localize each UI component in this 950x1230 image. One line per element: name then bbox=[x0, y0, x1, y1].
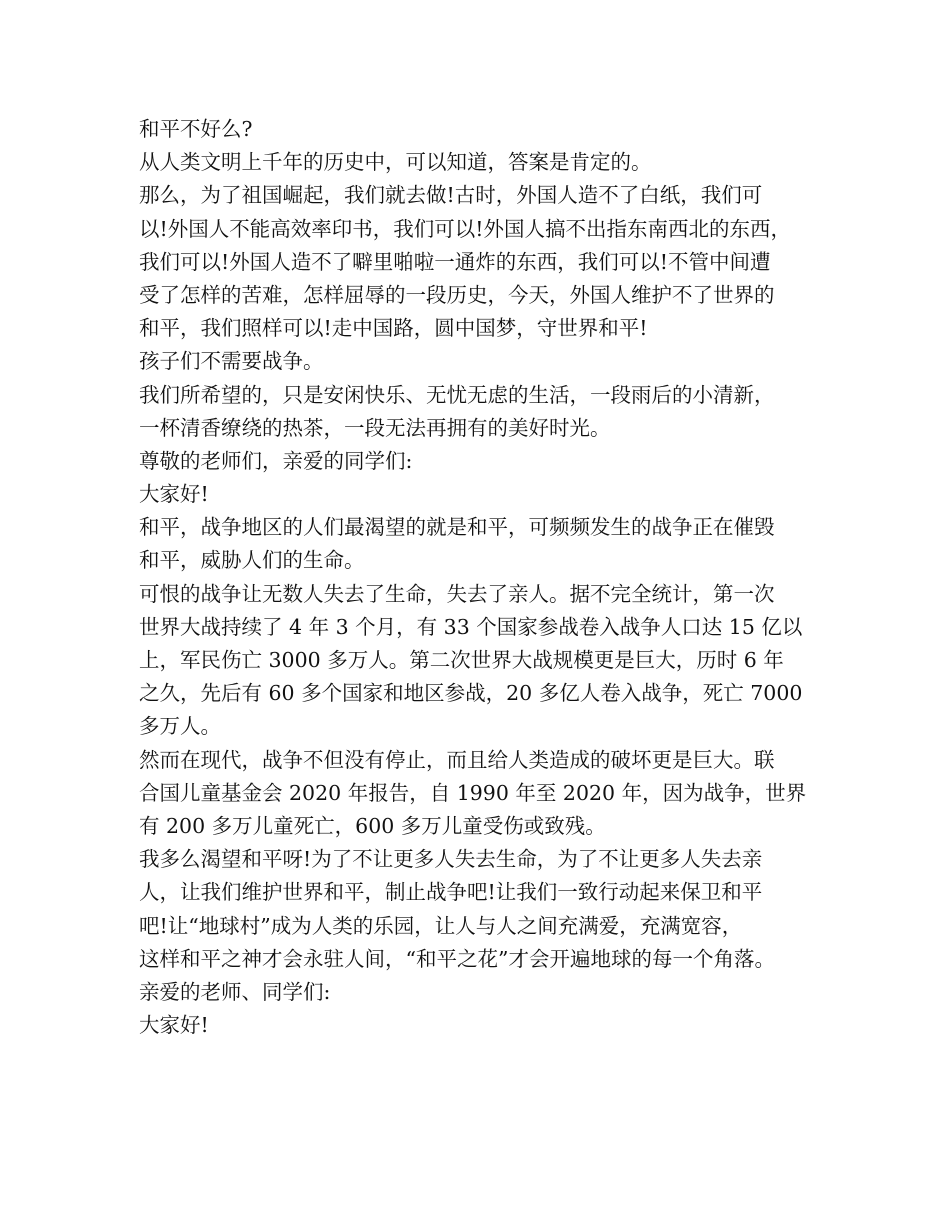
text-line: 然而在现代，战争不但没有停止，而且给人类造成的破坏更是巨大。联 bbox=[139, 747, 775, 772]
text-line: 我多么渴望和平呀!为了不让更多人失去生命，为了不让更多人失去亲 bbox=[139, 847, 763, 872]
text-line: 孩子们不需要战争。 bbox=[139, 349, 324, 374]
document-body bbox=[139, 113, 839, 1042]
text-line: 和平，威胁人们的生命。 bbox=[139, 548, 365, 573]
text-line: 之久，先后有 60 多个国家和地区参战，20 多亿人卷入战争，死亡 7000 bbox=[139, 681, 803, 706]
text-line: 和平，我们照样可以!走中国路，圆中国梦，守世界和平! bbox=[139, 316, 648, 341]
text-line: 亲爱的老师、同学们: bbox=[139, 979, 331, 1004]
text-line: 大家好! bbox=[139, 1013, 209, 1038]
text-line: 和平，战争地区的人们最渴望的就是和平，可频频发生的战争正在催毁 bbox=[139, 515, 775, 540]
text-line: 以!外国人不能高效率印书，我们可以!外国人搞不出指东南西北的东西， bbox=[139, 216, 791, 241]
text-line: 这样和平之神才会永驻人间，“和平之花”才会开遍地球的每一个角落。 bbox=[139, 946, 775, 971]
text-line: 人，让我们维护世界和平，制止战争吧!让我们一致行动起来保卫和平 bbox=[139, 880, 763, 905]
text-line: 那么，为了祖国崛起，我们就去做!古时，外国人造不了白纸，我们可 bbox=[139, 183, 763, 208]
text-line: 一杯清香缭绕的热茶，一段无法再拥有的美好时光。 bbox=[139, 415, 611, 440]
text-line: 可恨的战争让无数人失去了生命，失去了亲人。据不完全统计，第一次 bbox=[139, 581, 775, 606]
text-line: 和平不好么? bbox=[139, 117, 253, 141]
text-line: 尊敬的老师们，亲爱的同学们: bbox=[139, 448, 413, 473]
text-line: 多万人。 bbox=[139, 714, 221, 739]
text-line: 我们可以!外国人造不了噼里啪啦一通炸的东西，我们可以!不管中间遭 bbox=[139, 249, 771, 274]
text-line: 世界大战持续了 4 年 3 个月，有 33 个国家参战卷入战争人口达 15 亿以 bbox=[139, 614, 803, 639]
text-line: 合国儿童基金会 2020 年报告，自 1990 年至 2020 年，因为战争，世界 bbox=[139, 780, 807, 805]
text-line: 从人类文明上千年的历史中，可以知道，答案是肯定的。 bbox=[139, 150, 652, 175]
text-line: 上，军民伤亡 3000 多万人。第二次世界大战规模更是巨大，历时 6 年 bbox=[139, 648, 784, 672]
text-line: 受了怎样的苦难，怎样屈辱的一段历史，今天，外国人维护不了世界的 bbox=[139, 282, 775, 307]
text-line: 我们所希望的，只是安闲快乐、无忧无虑的生活，一段雨后的小清新， bbox=[139, 382, 775, 407]
text-line: 大家好! bbox=[139, 482, 209, 507]
text-line: 有 200 多万儿童死亡，600 多万儿童受伤或致残。 bbox=[139, 813, 606, 838]
text-line: 吧!让“地球村”成为人类的乐园，让人与人之间充满爱，充满宽容， bbox=[139, 913, 743, 938]
